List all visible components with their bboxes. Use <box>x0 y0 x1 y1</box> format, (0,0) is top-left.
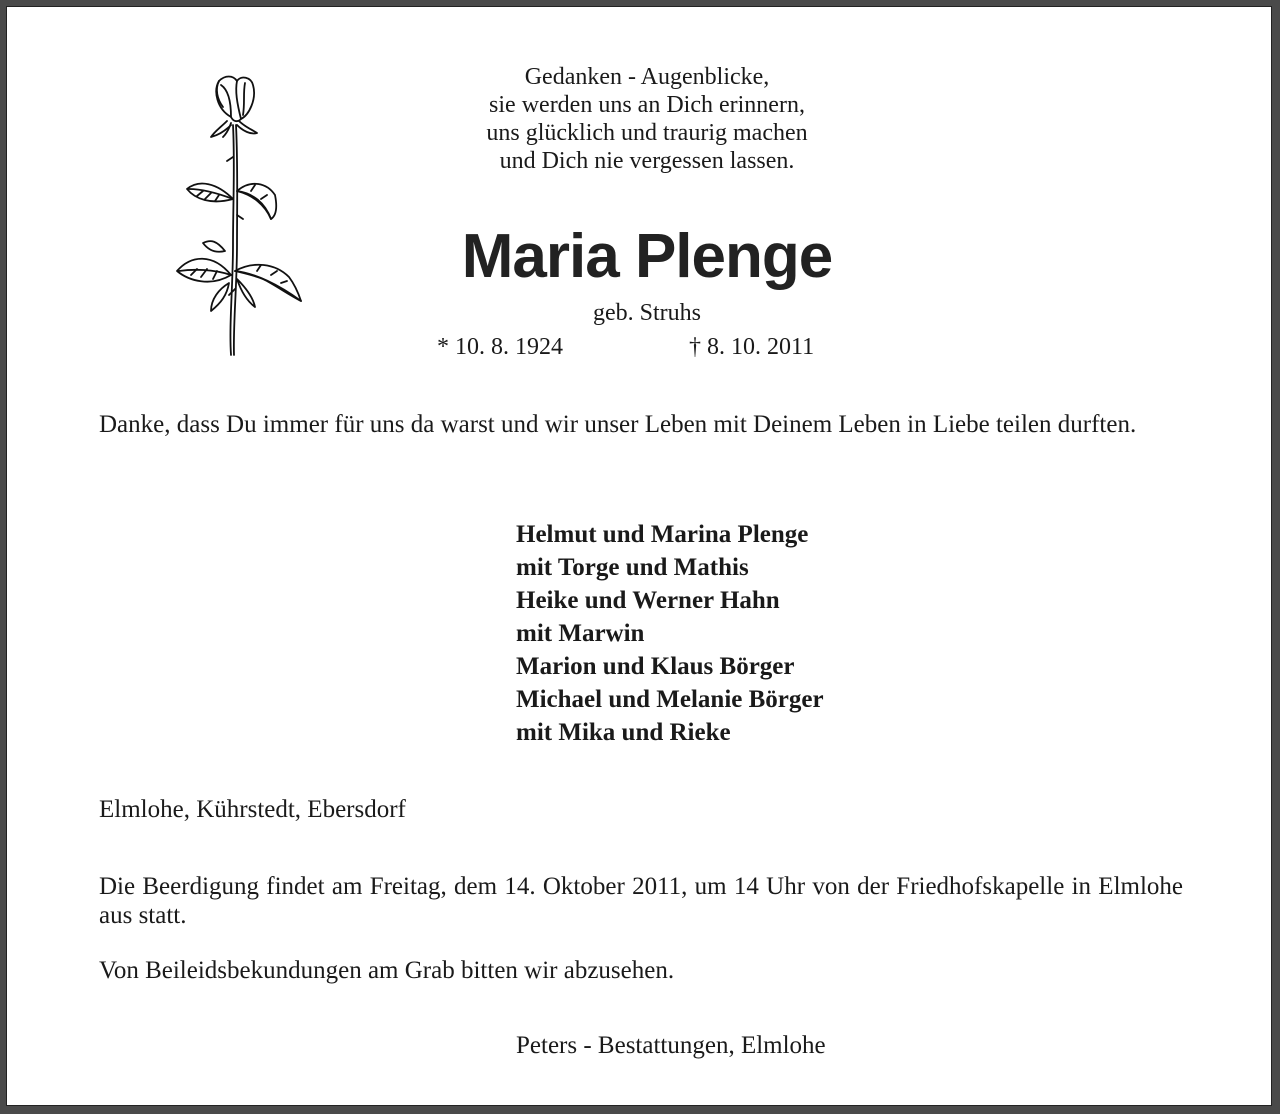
mourner-line: mit Torge und Mathis <box>516 554 749 581</box>
poem-line: sie werden uns an Dich erinnern, <box>489 92 805 118</box>
thanks-text: Danke, dass Du immer für uns da warst und wir unser Leben mit Deinem Leben in Liebe teilen durften. <box>99 411 1137 438</box>
mourner-line: Heike und Werner Hahn <box>516 587 780 614</box>
condolence-text: Von Beileidsbekundungen am Grab bitten wir abzusehen. <box>99 957 675 984</box>
poem-line: und Dich nie vergessen lassen. <box>499 148 795 174</box>
mourner-line: mit Marwin <box>516 620 645 647</box>
mourner-line: mit Mika und Rieke <box>516 719 731 746</box>
mourners-list <box>516 518 824 749</box>
undertaker-text: Peters - Bestattungen, Elmlohe <box>516 1032 826 1059</box>
poem <box>347 63 947 175</box>
mourner-line: Michael und Melanie Börger <box>516 686 824 713</box>
rose-icon <box>171 75 311 360</box>
funeral-text: Die Beerdigung findet am Freitag, dem 14. Oktober 2011, um 14 Uhr von der Friedhofskapelle in Elmlohe aus statt. <box>99 873 1183 929</box>
death-date: † 8. 10. 2011 <box>689 334 815 360</box>
birth-name: geb. Struhs <box>593 300 701 326</box>
birth-date: * 10. 8. 1924 <box>437 334 563 360</box>
poem-line: uns glücklich und traurig machen <box>486 120 808 146</box>
poem-line: Gedanken - Augenblicke, <box>524 64 770 90</box>
mourner-line: Helmut und Marina Plenge <box>516 521 809 548</box>
mourner-line: Marion und Klaus Börger <box>516 653 795 680</box>
deceased-name: Maria Plenge <box>461 222 833 291</box>
places-text: Elmlohe, Kührstedt, Ebersdorf <box>99 796 406 823</box>
obituary-notice <box>6 6 1272 1106</box>
